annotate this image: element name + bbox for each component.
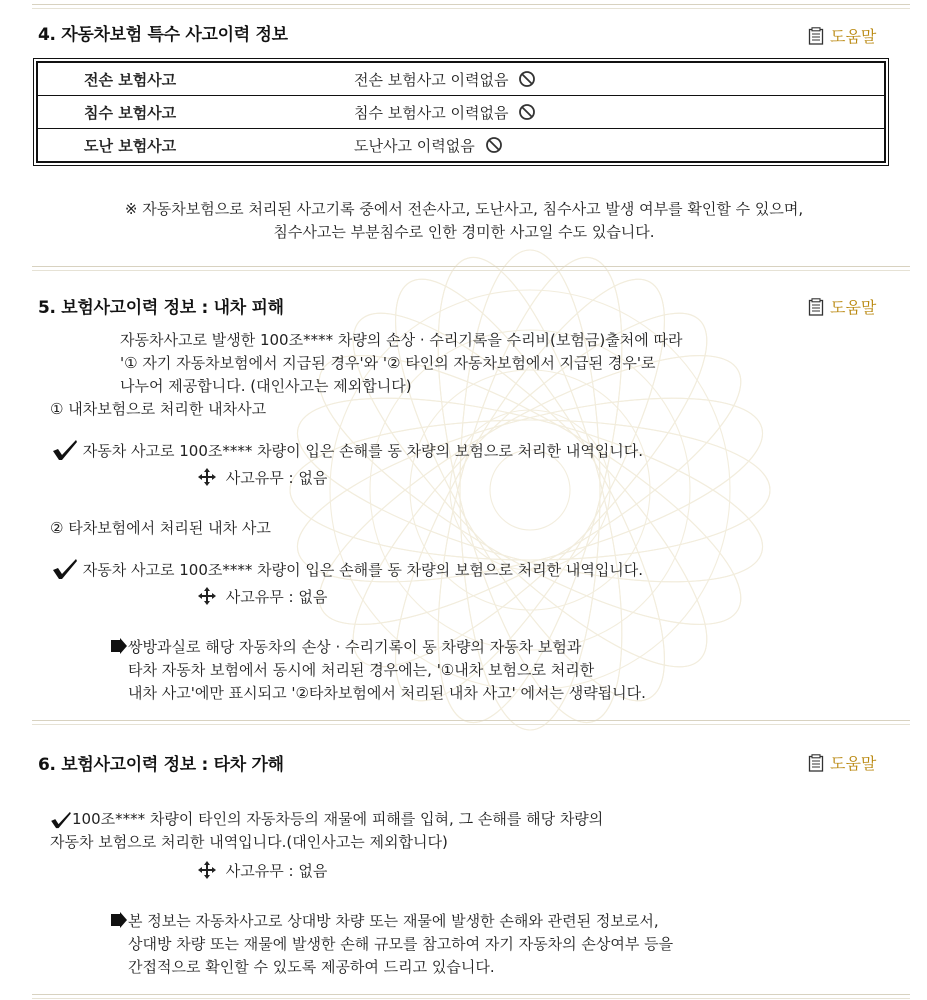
checkmark-icon (52, 558, 78, 580)
section6-note (110, 910, 673, 979)
table-row (38, 96, 884, 129)
section4-title: 4. 자동차보험 특수 사고이력 정보 (38, 25, 288, 45)
section-divider (32, 720, 910, 725)
section6-title: 6. 보험사고이력 정보 : 타차 가해 (38, 755, 284, 775)
row-value-text: 전손 보험사고 이력없음 (354, 70, 509, 89)
note-line: 침수사고는 부분침수로 인한 경미한 사고일 수도 있습니다. (273, 223, 655, 241)
desc-text: 100조**** 차량이 타인의 자동차등의 재물에 피해를 입혀, 그 손해를 해당 차량의 (72, 810, 604, 828)
no-symbol-icon (518, 103, 536, 121)
move-arrows-icon (197, 586, 217, 606)
move-arrows-icon (197, 467, 217, 487)
row-label: 전손 보험사고 (38, 63, 304, 96)
no-symbol-icon (518, 70, 536, 88)
note-line: 내차 사고'에만 표시되고 '②타차보험에서 처리된 내차 사고' 에서는 생략됩니다. (128, 684, 646, 702)
section-divider (32, 266, 910, 271)
help-button-section6[interactable] (808, 751, 876, 774)
sub1-desc-row (52, 439, 643, 463)
sub1-title: ① 내차보험으로 처리한 내차사고 (50, 400, 267, 418)
sub2-desc: 자동차 사고로 100조**** 차량이 입은 손해를 동 차량의 보험으로 처리한 내역입니다. (82, 561, 644, 579)
arrow-right-icon (110, 638, 128, 654)
intro-line: '① 자기 자동차보험에서 지급된 경우'와 '② 타인의 자동차보험에서 지급된 경우'로 (120, 354, 656, 372)
checkmark-icon (52, 439, 78, 461)
note-line: 간접적으로 확인할 수 있도록 제공하여 드리고 있습니다. (128, 958, 495, 976)
arrow-right-icon (110, 912, 128, 928)
special-accident-table (36, 61, 886, 163)
desc-line (50, 808, 603, 831)
row-label: 침수 보험사고 (38, 96, 304, 129)
note-line (110, 636, 646, 659)
notepad-icon (808, 298, 824, 316)
help-label: 도움말 (830, 27, 877, 46)
table-row (38, 63, 884, 96)
sub1-desc: 자동차 사고로 100조**** 차량이 입은 손해를 동 차량의 보험으로 처리한 내역입니다. (82, 442, 644, 460)
sub2-status: 사고유무 : 없음 (225, 588, 328, 606)
desc-line: 자동차 보험으로 처리한 내역입니다.(대인사고는 제외합니다) (50, 833, 448, 851)
section5-title: 5. 보험사고이력 정보 : 내차 피해 (38, 298, 284, 318)
section5-intro (120, 329, 682, 398)
table-row (38, 129, 884, 161)
help-label: 도움말 (830, 298, 877, 317)
row-value-text: 침수 보험사고 이력없음 (354, 103, 509, 122)
bottom-divider (32, 994, 910, 999)
notepad-icon (808, 27, 824, 45)
note-line: 상대방 차량 또는 재물에 발생한 손해 규모를 참고하여 자기 자동차의 손상여부 등을 (128, 935, 674, 953)
section6-status: 사고유무 : 없음 (225, 862, 328, 880)
row-value (304, 129, 884, 161)
section6-status-row (197, 860, 327, 883)
sub1-status: 사고유무 : 없음 (225, 469, 328, 487)
row-value (304, 96, 884, 129)
sub2-title: ② 타차보험에서 처리된 내차 사고 (50, 519, 271, 537)
sub2-status-row (197, 586, 327, 609)
row-label: 도난 보험사고 (84, 136, 177, 155)
note-text: 본 정보는 자동차사고로 상대방 차량 또는 재물에 발생한 손해와 관련된 정보로서, (128, 912, 659, 930)
sub2-desc-row (52, 558, 643, 582)
section5-note (110, 636, 646, 705)
sub1-status-row (197, 467, 327, 490)
row-value (304, 63, 884, 96)
help-button-section4[interactable] (808, 24, 876, 47)
intro-line: 나누어 제공합니다. (대인사고는 제외합니다) (120, 377, 412, 395)
help-button-section5[interactable] (808, 295, 876, 318)
help-label: 도움말 (830, 754, 877, 773)
row-value-text: 도난사고 이력없음 (354, 136, 475, 155)
top-divider (32, 4, 910, 9)
note-line: 타차 자동차 보험에서 동시에 처리된 경우에는, '①내차 보험으로 처리한 (128, 661, 595, 679)
no-symbol-icon (485, 136, 503, 154)
intro-line: 자동차사고로 발생한 100조**** 차량의 손상 · 수리기록을 수리비(보험금)출처에 따라 (120, 331, 683, 349)
notepad-icon (808, 754, 824, 772)
note-line (110, 910, 673, 933)
note-line: ※ 자동차보험으로 처리된 사고기록 중에서 전손사고, 도난사고, 침수사고 발생 여부를 확인할 수 있으며, (124, 200, 804, 218)
note-text: 쌍방과실로 해당 자동차의 손상 · 수리기록이 동 차량의 자동차 보험과 (128, 638, 582, 656)
checkmark-icon (50, 811, 72, 829)
section4-note (36, 198, 892, 244)
move-arrows-icon (197, 860, 217, 880)
watermark-rosette (250, 180, 810, 800)
section6-desc (50, 808, 603, 854)
